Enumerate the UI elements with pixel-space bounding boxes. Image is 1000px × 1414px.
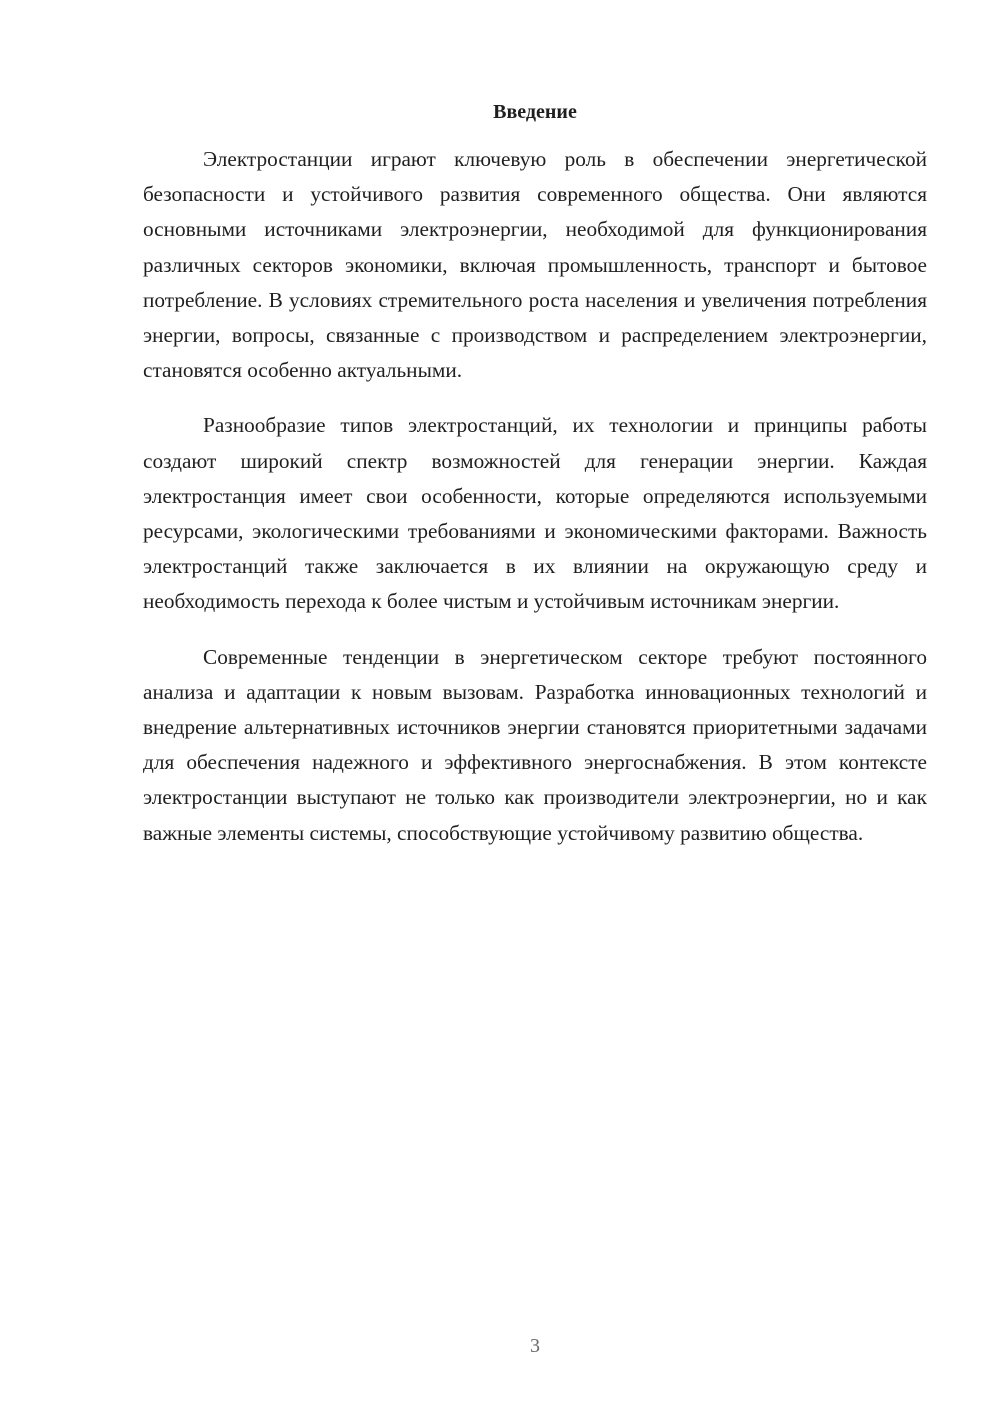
paragraph-2: Разнообразие типов электростанций, их технологии и принципы работы создают широкий спектр возможностей для генерации энергии. Каждая электростанция имеет свои особенности, которые определяются используемыми ресурсами, экологическими требованиями и экономическими факторами. Важность электростанций также заключается в их влиянии на окружающую среду и необходимость перехода к более чистым и устойчивым источникам энергии. (143, 413, 927, 614)
body-text (143, 142, 927, 871)
paragraph-1: Электростанции играют ключевую роль в обеспечении энергетической безопасности и устойчивого развития современного общества. Они являются основными источниками электроэнергии, необходимой для функционирования различных секторов экономики, включая промышленность, транспорт и бытовое потребление. В условиях стремительного роста населения и увеличения потребления энергии, вопросы, связанные с производством и распределением электроэнергии, становятся особенно актуальными. (143, 147, 927, 383)
section-heading: Введение (493, 101, 577, 123)
paragraph-3: Современные тенденции в энергетическом секторе требуют постоянного анализа и адаптации к новым вызовам. Разработка инновационных технологий и внедрение альтернативных источников энергии становятся приоритетными задачами для обеспечения надежного и эффективного энергоснабжения. В этом контексте электростанции выступают не только как производители электроэнергии, но и как важные элементы системы, способствующие устойчивому развитию общества. (143, 644, 927, 845)
page-number: 3 (530, 1335, 540, 1357)
